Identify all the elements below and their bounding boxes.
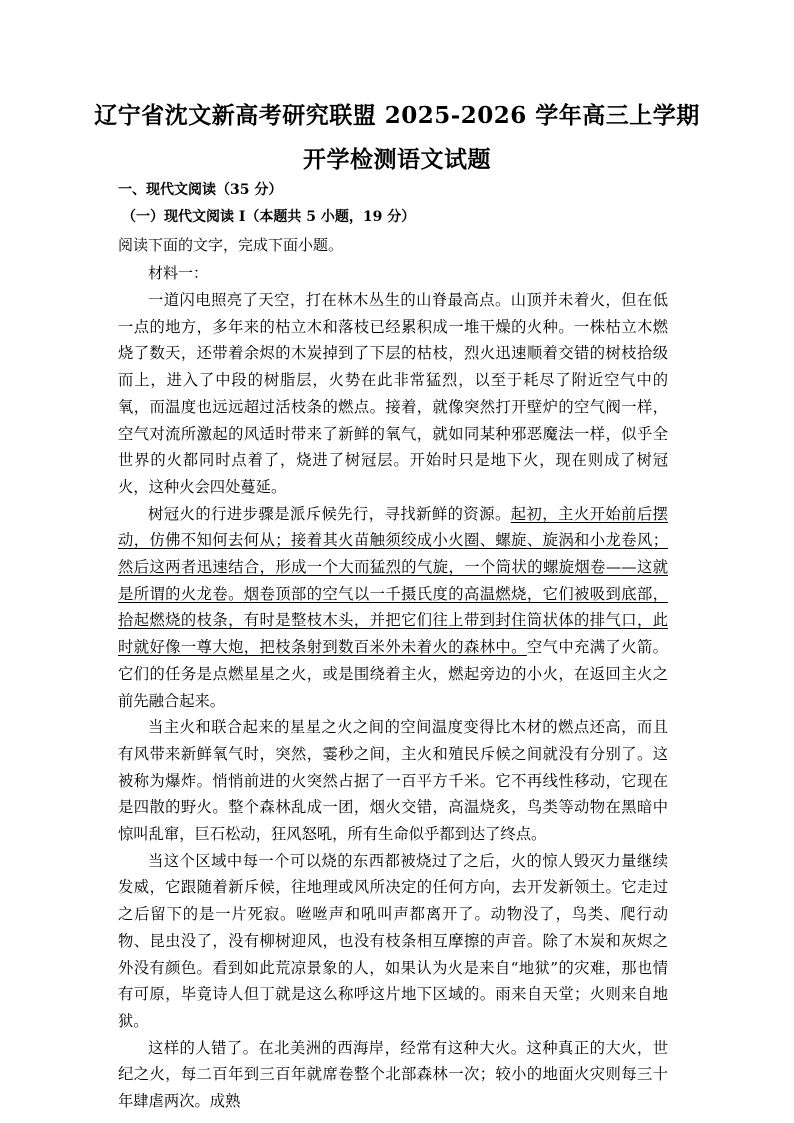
document-title-line-2: 开学检测语文试题 [303,146,491,173]
paragraph-4: 当这个区域中每一个可以烧的东西都被烧过了之后，火的惊人毁灭力量继续发威，它跟随着新斥候，往地理或风所决定的任何方向，去开发新领土。它走过之后留下的是一片死寂。咝咝声和吼叫声都离开了。动物没了，鸟类、爬行动物、昆虫没了，没有柳树迎风，也没有枝条相互摩擦的声音。除了木炭和灰烬之外没有颜色。看到如此荒凉景象的人，如果认为火是来自“地狱”的灾难，那也情有可原，毕竟诗人但丁就是这么称呼这片地下区域的。雨来自天堂；火则来自地狱。 [118,851,668,1030]
section-heading: 一、现代文阅读（35 分） [118,182,283,198]
paragraph-2-intro: 树冠火的行进步骤是派斥候先行，寻找新鲜的资源。 [148,504,511,523]
underlined-passage: 起初，主火开始前后摆动，仿佛不知何去何从；接着其火苗触须绞成小火圈、螺旋、旋涡和小龙卷风；然后这两者迅速结合，形成一个大而猛烈的气旋，一个筒状的螺旋烟卷——这就是所谓的火龙卷。烟卷顶部的空气以一千摄氏度的高温燃烧，它们被吸到底部，拾起燃烧的枝条，有时是整枝木头，并把它们往上带到封住筒状体的排气口，此时就好像一尊大炮，把枝条射到数百米外未着火的森林中。 [118,504,668,657]
material-label: 材料一： [148,264,209,282]
passage-body [118,287,668,1115]
paragraph-1: 一道闪电照亮了天空，打在林木丛生的山脊最高点。山顶并未着火，但在低一点的地方，多年来的枯立木和落枝已经累积成一堆干燥的火种。一株枯立木燃烧了数天，还带着余烬的木炭掉到了下层的枯枝，烈火迅速顺着交错的树枝拾级而上，进入了中段的树脂层，火势在此非常猛烈，以至于耗尽了附近空气中的氧，而温度也远远超过活枝条的燃点。接着，就像突然打开壁炉的空气阀一样，空气对流所激起的风适时带来了新鲜的氧气，就如同某种邪恶魔法一样，似乎全世界的火都同时点着了，烧进了树冠层。开始时只是地下火，现在则成了树冠火，这种火会四处蔓延。 [118,291,668,496]
document-title-line-1: 辽宁省沈文新高考研究联盟 2025-2026 学年高三上学期 [94,102,700,129]
reading-instruction: 阅读下面的文字，完成下面小题。 [118,236,344,254]
paragraph-3: 当主火和联合起来的星星之火之间的空间温度变得比木材的燃点还高，而且有风带来新鲜氧气时，突然，霎秒之间，主火和殖民斥候之间就没有分别了。这被称为爆炸。悄悄前进的火突然占据了一百平方千米。它不再线性移动，它现在是四散的野火。整个森林乱成一团，烟火交错，高温烧炙，鸟类等动物在黑暗中惊叫乱窜，巨石松动，狂风怒吼，所有生命似乎都到达了终点。 [118,718,668,844]
subsection-heading: （一）现代文阅读 I（本题共 5 小题，19 分） [122,209,416,225]
paragraph-2 [118,501,668,715]
paragraph-5: 这样的人错了。在北美洲的西海岸，经常有这种大火。这种真正的大火，世纪之火，每二百年到三百年就席卷整个北部森林一次；较小的地面火灾则每三十年肆虐两次。成熟 [118,1038,668,1111]
paragraph-2-end: 空气中充满了火箭。它们的任务是点燃星星之火，或是围绕着主火，燃起旁边的小火，在返回主火之前先融合起来。 [118,638,668,710]
